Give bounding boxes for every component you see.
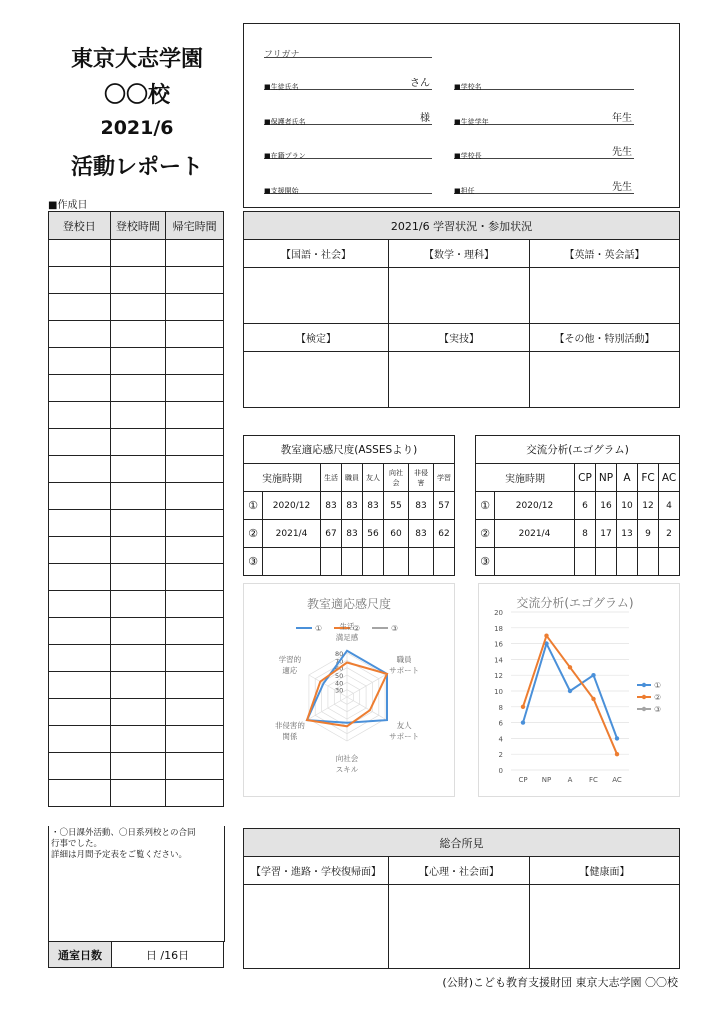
attendance-row [49, 456, 224, 483]
line-ytick-label: 6 [498, 719, 503, 728]
summary-cell [389, 885, 530, 969]
attendance-cell [49, 753, 111, 780]
summary-cell [244, 885, 389, 969]
attendance-cell [110, 240, 166, 267]
line-point [591, 673, 595, 677]
subject-practical: 【実技】 [389, 324, 530, 352]
line-point [544, 634, 548, 638]
line-point [521, 705, 525, 709]
ego-row-value: 8 [575, 520, 596, 548]
line-ytick-label: 18 [494, 624, 503, 633]
asses-period-header: 実施時期 [244, 464, 321, 492]
asses-col-life: 生活 [321, 464, 342, 492]
radar-legend-label: ① [315, 624, 323, 633]
ego-row-value: 10 [617, 492, 638, 520]
attendance-cell [166, 456, 224, 483]
study-cell [530, 268, 680, 324]
school-name: 東京大志学園 [70, 47, 203, 72]
grade-label: ■生徒学年 [454, 118, 489, 126]
attendance-cell [166, 564, 224, 591]
ego-row-value [596, 548, 617, 576]
total-days-label: 通室日数 [49, 942, 112, 968]
attendance-cell [49, 699, 111, 726]
summary-cell [530, 885, 680, 969]
attendance-cell [166, 726, 224, 753]
line-xtick-label: FC [589, 776, 598, 784]
plan-label: ■在籍プラン [264, 152, 306, 160]
line-title: 交流分析(エゴグラム) [516, 596, 634, 610]
line-legend-marker [642, 683, 646, 687]
attendance-cell [166, 402, 224, 429]
attendance-header-return: 帰宅時間 [166, 212, 224, 240]
ego-row-value: 16 [596, 492, 617, 520]
asses-col-friend: 友人 [363, 464, 384, 492]
asses-title: 教室適応感尺度(ASSESより) [244, 436, 455, 464]
note-line: ・〇日課外活動、〇日系列校との合同 [51, 828, 196, 838]
attendance-cell [166, 780, 224, 807]
line-xtick-label: AC [612, 776, 622, 784]
ego-row-value: 2 [659, 520, 680, 548]
subject-japanese-social: 【国語・社会】 [244, 240, 389, 268]
asses-row-value [342, 548, 363, 576]
radar-tick-label: 30 [335, 686, 344, 695]
study-cell [389, 268, 530, 324]
attendance-cell [49, 618, 111, 645]
summary-psychological: 【心理・社会面】 [389, 857, 530, 885]
attendance-cell [49, 429, 111, 456]
summary-table [243, 828, 680, 969]
radar-axis-label: 向社会 [335, 754, 359, 763]
line-point [591, 697, 595, 701]
attendance-header-arrival: 登校時間 [110, 212, 166, 240]
attendance-row [49, 753, 224, 780]
line-point [615, 736, 619, 740]
attendance-cell [110, 321, 166, 348]
asses-row [244, 520, 455, 548]
attendance-cell [166, 483, 224, 510]
attendance-cell [110, 537, 166, 564]
attendance-cell [166, 618, 224, 645]
attendance-cell [166, 294, 224, 321]
attendance-cell [166, 672, 224, 699]
attendance-cell [110, 726, 166, 753]
ego-row-value: 6 [575, 492, 596, 520]
attendance-row [49, 618, 224, 645]
report-title: 活動レポート [70, 155, 203, 180]
attendance-cell [166, 429, 224, 456]
line-ytick-label: 4 [498, 735, 503, 744]
asses-row-value: 60 [384, 520, 409, 548]
attendance-cell [110, 645, 166, 672]
attendance-cell [110, 456, 166, 483]
attendance-cell [49, 321, 111, 348]
line-ytick-label: 0 [498, 767, 503, 775]
attendance-row [49, 510, 224, 537]
asses-col-learning: 学習 [434, 464, 455, 492]
student-info-box [243, 23, 680, 208]
ego-row-mark: ① [476, 492, 495, 520]
ego-row-value: 17 [596, 520, 617, 548]
attendance-cell [110, 483, 166, 510]
homeroom-suffix: 先生 [612, 182, 632, 193]
attendance-cell [49, 672, 111, 699]
ego-col-np: NP [596, 464, 617, 492]
summary-title: 総合所見 [244, 829, 680, 857]
attendance-cell [166, 591, 224, 618]
asses-row-value [384, 548, 409, 576]
attendance-row [49, 294, 224, 321]
egogram-table [475, 435, 680, 576]
attendance-cell [166, 240, 224, 267]
attendance-cell [110, 780, 166, 807]
radar-axis-label: 学習的 [278, 655, 302, 664]
ego-row-value: 13 [617, 520, 638, 548]
asses-row-value: 62 [434, 520, 455, 548]
radar-axis-label: 適応 [282, 666, 298, 675]
line-legend-marker [642, 695, 646, 699]
line-legend-marker [642, 707, 646, 711]
radar-title: 教室適応感尺度 [306, 597, 392, 611]
subject-other: 【その他・特別活動】 [530, 324, 680, 352]
radar-axis-label: 関係 [282, 732, 298, 741]
asses-row-date [263, 548, 321, 576]
ego-col-cp: CP [575, 464, 596, 492]
ego-row-date [495, 548, 575, 576]
asses-row-value: 55 [384, 492, 409, 520]
attendance-cell [110, 672, 166, 699]
line-chart [479, 584, 679, 796]
attendance-cell [166, 375, 224, 402]
line-point [615, 752, 619, 756]
line-ytick-label: 10 [494, 688, 503, 696]
asses-row-mark: ① [244, 492, 263, 520]
attendance-cell [49, 483, 111, 510]
ego-period-header: 実施時期 [476, 464, 575, 492]
summary-health: 【健康面】 [530, 857, 680, 885]
ego-row-value: 9 [638, 520, 659, 548]
attendance-row [49, 267, 224, 294]
subject-math-science: 【数学・理科】 [389, 240, 530, 268]
ego-title: 交流分析(エゴグラム) [476, 436, 680, 464]
attendance-cell [49, 537, 111, 564]
attendance-row [49, 483, 224, 510]
support-start-label: ■支援開始 [264, 187, 299, 195]
asses-row-value: 83 [409, 492, 434, 520]
attendance-cell [166, 510, 224, 537]
radar-tick-label: 60 [335, 664, 344, 673]
attendance-cell [49, 780, 111, 807]
asses-row-value: 83 [342, 520, 363, 548]
asses-table [243, 435, 455, 576]
attendance-cell [166, 267, 224, 294]
asses-row-value: 67 [321, 520, 342, 548]
asses-row-value [434, 548, 455, 576]
attendance-cell [166, 753, 224, 780]
line-ytick-label: 16 [494, 640, 503, 649]
asses-row-value: 57 [434, 492, 455, 520]
attendance-cell [110, 429, 166, 456]
note-line: 詳細は月間予定表をご覧ください。 [51, 850, 188, 860]
attendance-row [49, 537, 224, 564]
attendance-cell [49, 591, 111, 618]
radar-axis-label: 職員 [396, 655, 412, 664]
study-cell [244, 268, 389, 324]
attendance-row [49, 780, 224, 807]
asses-col-staff: 職員 [342, 464, 363, 492]
attendance-cell [110, 591, 166, 618]
attendance-cell [49, 294, 111, 321]
attendance-row [49, 240, 224, 267]
ego-col-a: A [617, 464, 638, 492]
study-cell [389, 352, 530, 408]
line-point [521, 720, 525, 724]
ego-col-fc: FC [638, 464, 659, 492]
attendance-cell [49, 645, 111, 672]
attendance-header-date: 登校日 [49, 212, 111, 240]
subject-certification: 【検定】 [244, 324, 389, 352]
guardian-label: ■保護者氏名 [264, 118, 306, 126]
line-legend-label: ① [654, 681, 662, 690]
ego-row [476, 492, 680, 520]
attendance-row [49, 402, 224, 429]
asses-row-value: 83 [321, 492, 342, 520]
line-legend-label: ③ [654, 705, 662, 714]
attendance-cell [49, 240, 111, 267]
attendance-row [49, 726, 224, 753]
created-date-label: ■作成日 [48, 200, 88, 211]
attendance-cell [110, 294, 166, 321]
attendance-cell [110, 402, 166, 429]
attendance-note-box [48, 826, 225, 942]
study-cell [530, 352, 680, 408]
attendance-cell [49, 456, 111, 483]
study-status-table [243, 211, 680, 408]
line-xtick-label: A [567, 776, 573, 784]
attendance-cell [110, 618, 166, 645]
line-xtick-label: CP [518, 776, 528, 784]
asses-row-value [321, 548, 342, 576]
attendance-cell [49, 402, 111, 429]
radar-axis-label: 生活 [339, 622, 355, 631]
asses-row [244, 492, 455, 520]
asses-row-value: 83 [363, 492, 384, 520]
radar-tick-label: 40 [335, 679, 344, 688]
line-ytick-label: 8 [498, 703, 503, 712]
ego-col-ac: AC [659, 464, 680, 492]
line-point [568, 665, 572, 669]
study-status-title: 2021/6 学習状況・参加状況 [244, 212, 680, 240]
ego-row-value [659, 548, 680, 576]
principal-label: ■学校長 [454, 152, 482, 160]
asses-row-value [363, 548, 384, 576]
attendance-table [48, 211, 224, 807]
attendance-cell [166, 321, 224, 348]
radar-tick-label: 50 [335, 672, 344, 680]
asses-col-social: 向社会 [384, 464, 409, 492]
school-label: ■学校名 [454, 83, 482, 91]
attendance-cell [166, 348, 224, 375]
radar-legend-label: ② [353, 624, 361, 633]
attendance-cell [110, 564, 166, 591]
attendance-row [49, 375, 224, 402]
line-xtick-label: NP [541, 776, 552, 784]
attendance-cell [110, 348, 166, 375]
ego-row-value: 4 [659, 492, 680, 520]
homeroom-label: ■担任 [454, 187, 475, 195]
attendance-row [49, 645, 224, 672]
radar-tick-label: 70 [335, 657, 344, 666]
student-suffix: さん [410, 78, 430, 89]
study-cell [244, 352, 389, 408]
line-chart-panel [478, 583, 680, 797]
radar-axis-label: サポート [389, 666, 420, 675]
asses-row-date: 2021/4 [263, 520, 321, 548]
asses-col-nonharm: 非侵害 [409, 464, 434, 492]
radar-tick-label: 80 [335, 650, 344, 658]
asses-row-mark: ② [244, 520, 263, 548]
ego-row-date: 2021/4 [495, 520, 575, 548]
line-series-② [523, 636, 617, 755]
attendance-row [49, 699, 224, 726]
asses-row [244, 548, 455, 576]
radar-axis-label: 友人 [396, 721, 412, 730]
ego-row-mark: ③ [476, 548, 495, 576]
attendance-row [49, 348, 224, 375]
asses-row-value: 56 [363, 520, 384, 548]
radar-axis-label: 非侵害的 [274, 721, 305, 730]
attendance-cell [49, 267, 111, 294]
attendance-cell [49, 375, 111, 402]
ego-row-value [638, 548, 659, 576]
attendance-cell [166, 645, 224, 672]
attendance-cell [110, 375, 166, 402]
asses-row-date: 2020/12 [263, 492, 321, 520]
radar-chart-panel [243, 583, 455, 797]
attendance-row [49, 591, 224, 618]
attendance-row [49, 321, 224, 348]
ego-row-value [575, 548, 596, 576]
line-legend-label: ② [654, 693, 662, 702]
footer-organization: (公財)こども教育支援財団 東京大志学園 〇〇校 [442, 976, 678, 989]
principal-suffix: 先生 [612, 147, 632, 158]
attendance-row [49, 564, 224, 591]
attendance-cell [110, 699, 166, 726]
ego-row [476, 520, 680, 548]
asses-row-value: 83 [342, 492, 363, 520]
attendance-total-table [48, 941, 224, 968]
attendance-cell [110, 267, 166, 294]
asses-row-mark: ③ [244, 548, 263, 576]
ego-row [476, 548, 680, 576]
attendance-cell [49, 510, 111, 537]
line-point [568, 689, 572, 693]
attendance-cell [49, 348, 111, 375]
note-line: 行事でした。 [51, 839, 103, 849]
line-ytick-label: 12 [494, 672, 503, 681]
attendance-cell [166, 699, 224, 726]
total-days-value: 日 /16日 [112, 942, 224, 968]
line-ytick-label: 2 [498, 751, 503, 760]
ego-row-mark: ② [476, 520, 495, 548]
ego-row-date: 2020/12 [495, 492, 575, 520]
attendance-cell [49, 726, 111, 753]
asses-row-value [409, 548, 434, 576]
campus-name: 〇〇校 [103, 83, 170, 108]
grade-suffix: 年生 [612, 113, 632, 124]
line-ytick-label: 14 [494, 656, 503, 665]
attendance-cell [166, 537, 224, 564]
radar-chart [244, 584, 454, 796]
attendance-row [49, 672, 224, 699]
furigana-label: フリガナ [264, 50, 300, 60]
ego-row-value [617, 548, 638, 576]
subject-english: 【英語・英会話】 [530, 240, 680, 268]
student-name-label: ■生徒氏名 [264, 83, 299, 91]
summary-academic: 【学習・進路・学校復帰面】 [244, 857, 389, 885]
line-ytick-label: 20 [494, 609, 503, 617]
radar-axis-label: スキル [335, 765, 359, 774]
radar-axis-label: サポート [389, 732, 420, 741]
radar-axis-label: 満足感 [335, 633, 359, 642]
radar-legend-label: ③ [391, 624, 399, 633]
asses-row-value: 83 [409, 520, 434, 548]
attendance-row [49, 429, 224, 456]
attendance-cell [110, 753, 166, 780]
report-period: 2021/6 [100, 117, 174, 139]
ego-row-value: 12 [638, 492, 659, 520]
attendance-cell [110, 510, 166, 537]
guardian-suffix: 様 [420, 113, 430, 124]
attendance-cell [49, 564, 111, 591]
